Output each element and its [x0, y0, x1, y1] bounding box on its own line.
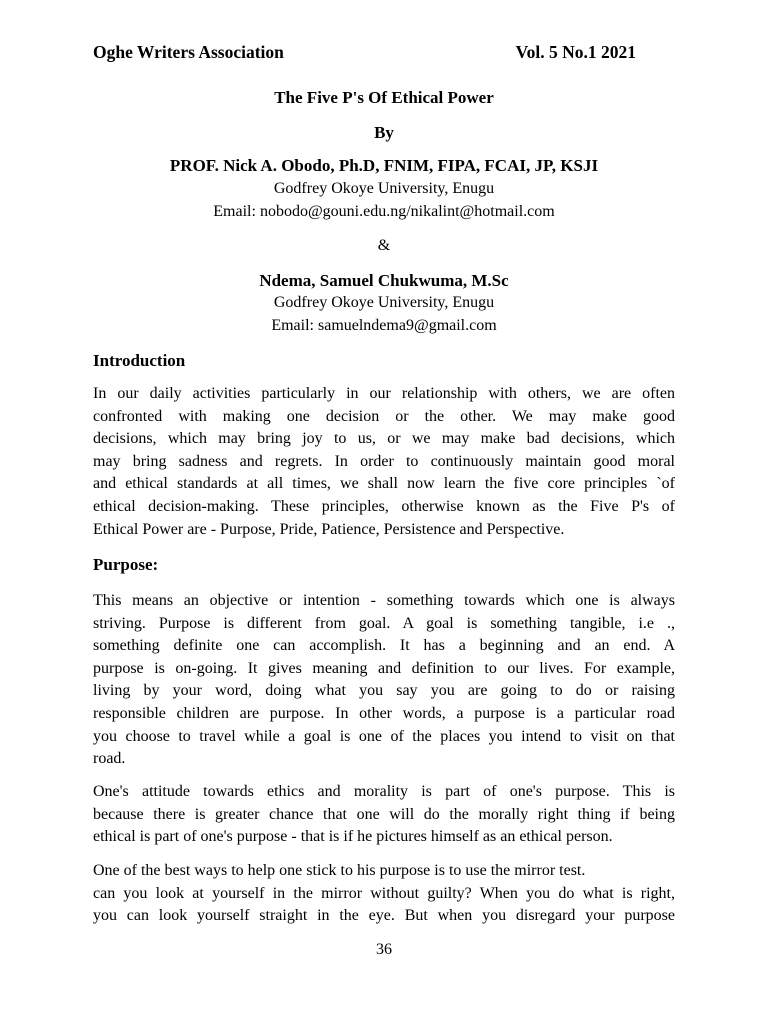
text-line: living by your word, doing what you say you are going to do or raising: [93, 682, 675, 700]
byline: By: [374, 123, 394, 142]
text-line: decisions, which may bring joy to us, or we may make bad decisions, which: [93, 430, 675, 448]
author-separator: &: [377, 237, 391, 254]
text-line: purpose is on-going. It gives meaning and definition to our lives. For example,: [93, 659, 675, 677]
section-heading-introduction: Introduction: [93, 351, 186, 370]
journal-name: Oghe Writers Association: [93, 42, 284, 62]
author-1-affiliation: Godfrey Okoye University, Enugu: [273, 180, 495, 197]
text-line: because there is greater chance that one will do the morally right thing if being: [93, 805, 675, 823]
text-line: you can look yourself straight in the eye. But when you disregard your purpose: [93, 907, 675, 925]
introduction-paragraph: [93, 383, 675, 541]
text-line: responsible children are purpose. In other words, a purpose is a particular road: [93, 704, 675, 722]
text-line: This means an objective or intention - something towards which one is always: [93, 592, 675, 609]
author-2-name: Ndema, Samuel Chukwuma, M.Sc: [259, 271, 509, 290]
running-header: [93, 42, 636, 66]
text-line: One's attitude towards ethics and morality is part of one's purpose. This is: [93, 783, 675, 800]
text-line: something definite one can accomplish. It has a beginning and an end. A: [93, 637, 675, 655]
text-line: and ethical standards at all times, we shall now learn the five core principles `of: [93, 475, 675, 493]
text-line: road.: [93, 750, 126, 768]
text-line: can you look at yourself in the mirror without guilty? When you do what is right,: [93, 884, 675, 902]
author-1-email: Email: nobodo@gouni.edu.ng/nikalint@hotmail.com: [213, 203, 555, 220]
text-line: confronted with making one decision or the other. We may make good: [93, 407, 675, 425]
author-1-name: PROF. Nick A. Obodo, Ph.D, FNIM, FIPA, FCAI, JP, KSJI: [169, 156, 599, 175]
author-2-email: Email: samuelndema9@gmail.com: [271, 317, 497, 334]
text-line: may bring sadness and regrets. In order to continuously maintain good moral: [93, 452, 675, 470]
text-line: In our daily activities particularly in our relationship with others, we are often: [93, 385, 675, 402]
text-line: One of the best ways to help one stick to his purpose is to use the mirror test.: [93, 862, 586, 879]
author-2-affiliation: Godfrey Okoye University, Enugu: [273, 294, 495, 311]
text-line: striving. Purpose is different from goal. A goal is something tangible, i.e .,: [93, 614, 675, 632]
text-line: ethical is part of one's purpose - that is if he pictures himself as an ethical person.: [93, 828, 613, 846]
text-line: you choose to travel while a goal is one of the places you intend to visit on that: [93, 727, 675, 745]
article-title: The Five P's Of Ethical Power: [274, 88, 494, 107]
section-heading-purpose: Purpose:: [93, 555, 159, 574]
page-number: 36: [376, 941, 392, 958]
volume-info: Vol. 5 No.1 2021: [515, 42, 636, 62]
text-line: ethical decision-making. These principles, otherwise known as the Five P's of: [93, 497, 675, 515]
purpose-paragraph-1: [93, 590, 675, 771]
purpose-paragraph-3: [93, 860, 675, 928]
text-line: Ethical Power are - Purpose, Pride, Patience, Persistence and Perspective.: [93, 520, 565, 538]
purpose-paragraph-2: [93, 781, 675, 849]
